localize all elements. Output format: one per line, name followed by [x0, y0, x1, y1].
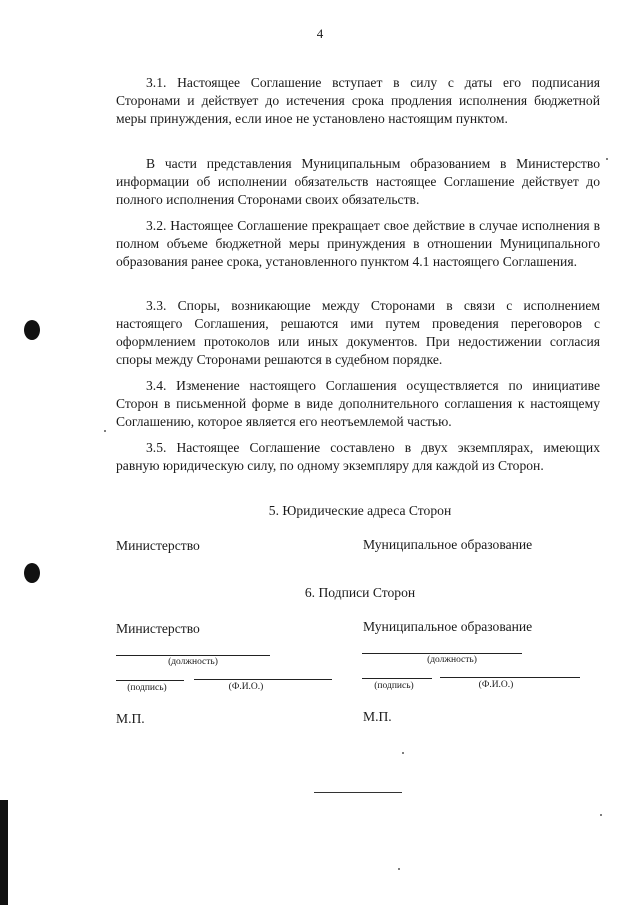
end-divider-line	[314, 792, 402, 793]
scan-speck	[600, 814, 602, 816]
paragraph-3-3: 3.3. Споры, возникающие между Сторонами в связи с исполнением настоящего Соглашения, решаются ими путем проведения переговоров с оформлением протоколов или иных документов. При недостижении согласия споры между Сторонами решаются в судебном порядке.	[116, 298, 600, 367]
paragraph-3-4: 3.4. Изменение настоящего Соглашения осуществляется по инициативе Сторон в письменной форме в виде дополнительного соглашения к настоящему Соглашению, которое является его неотъемлемой частью.	[116, 378, 600, 429]
right-name-caption: (Ф.И.О.)	[478, 680, 514, 690]
scan-speck	[606, 158, 608, 160]
paragraph-3-1: 3.1. Настоящее Соглашение вступает в силу с даты его подписания Сторонами и действует до истечения срока продления исполнения бюджетной меры принуждения, если иное не установлено настоящим пунктом.	[116, 75, 600, 126]
left-position-line	[116, 655, 270, 656]
signature-left-party: Министерство	[116, 621, 200, 636]
scan-edge-mark	[0, 800, 8, 905]
page-number: 4	[316, 26, 324, 41]
right-position-caption: (должность)	[427, 655, 477, 665]
scan-speck	[104, 430, 106, 432]
signatures-heading: 6. Подписи Сторон	[304, 585, 416, 600]
right-seal-label: М.П.	[363, 709, 392, 724]
left-position-caption: (должность)	[168, 657, 218, 667]
punch-hole-mark	[24, 320, 40, 340]
paragraph-3-2: 3.2. Настоящее Соглашение прекращает свое действие в случае исполнения в полном объеме бюджетной меры принуждения в отношении Муниципального образования ранее срока, установленного пунктом 4.1 настоящего Соглашения.	[116, 218, 600, 269]
right-signature-line	[362, 678, 432, 679]
right-signature-caption: (подпись)	[374, 681, 414, 691]
scan-speck	[398, 868, 400, 870]
left-seal-label: М.П.	[116, 711, 145, 726]
right-name-line	[440, 677, 580, 678]
right-position-line	[362, 653, 522, 654]
addresses-heading: 5. Юридические адреса Сторон	[268, 503, 452, 518]
address-right-party: Муниципальное образование	[363, 537, 533, 552]
paragraph-3-1-continued: В части представления Муниципальным образованием в Министерство информации об исполнении обязательств настоящее Соглашение действует до полного исполнения Сторонами своих обязательств.	[116, 156, 600, 207]
paragraph-3-5: 3.5. Настоящее Соглашение составлено в двух экземплярах, имеющих равную юридическую силу, по одному экземпляру для каждой из Сторон.	[116, 440, 600, 473]
scan-speck	[402, 752, 404, 754]
left-name-line	[194, 679, 332, 680]
left-signature-line	[116, 680, 184, 681]
left-signature-caption: (подпись)	[127, 683, 167, 693]
address-left-party: Министерство	[116, 538, 200, 553]
left-name-caption: (Ф.И.О.)	[228, 682, 264, 692]
punch-hole-mark	[24, 563, 40, 583]
signature-right-party: Муниципальное образование	[363, 619, 533, 634]
